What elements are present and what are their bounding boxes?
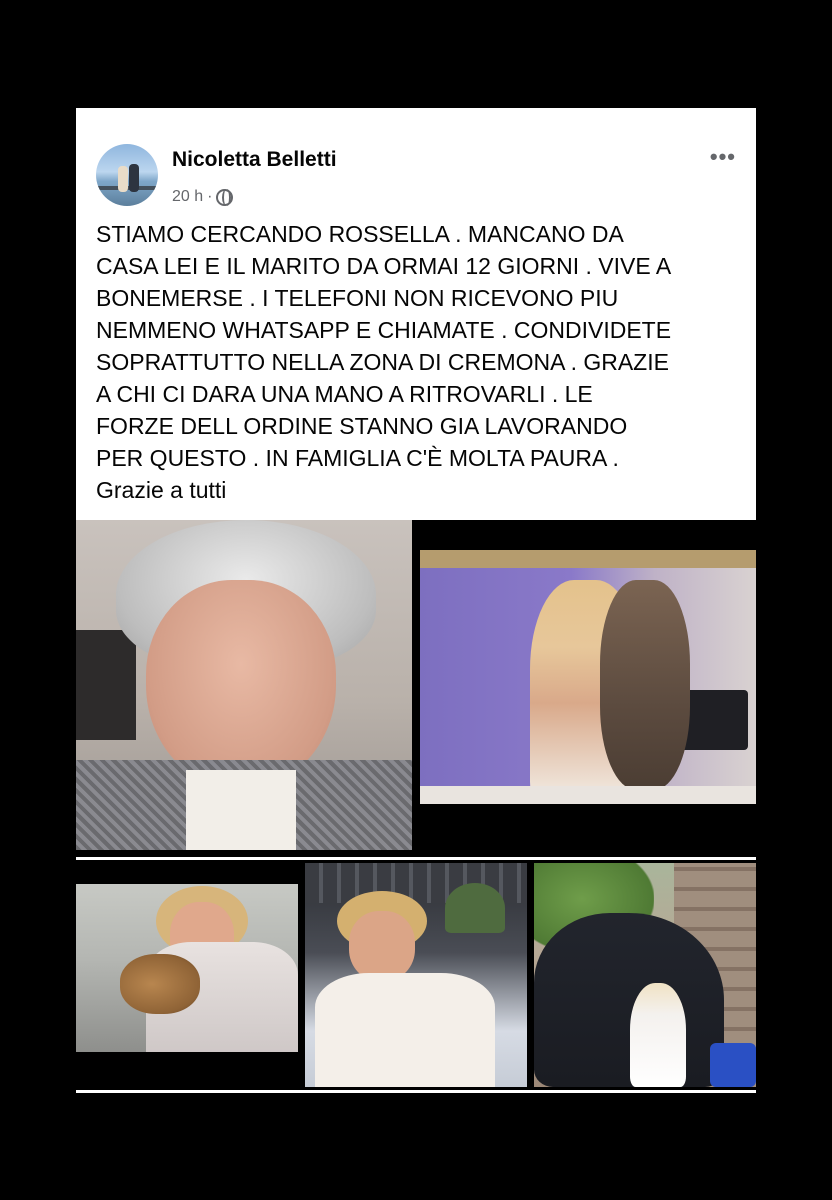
photo-dog	[600, 580, 690, 790]
photo-ceiling	[420, 550, 756, 568]
post-time[interactable]: 20 h	[172, 188, 204, 205]
avatar-figure-left	[118, 166, 128, 192]
meta-separator: ·	[207, 188, 213, 205]
bottom-divider	[76, 1090, 756, 1093]
post-photo-5[interactable]	[534, 863, 756, 1087]
post-photo-4[interactable]	[305, 863, 527, 1087]
author-avatar[interactable]	[96, 144, 158, 206]
post-photo-2[interactable]	[420, 550, 756, 804]
photo-dog	[120, 954, 200, 1014]
photo-horse	[534, 913, 724, 1087]
author-name[interactable]: Nicoletta Belletti	[172, 148, 337, 171]
background-sign	[76, 630, 136, 740]
photo-face	[349, 911, 415, 981]
post-photo-3[interactable]	[76, 884, 298, 1052]
photo-barrel	[710, 1043, 756, 1087]
photo-divider	[76, 857, 756, 860]
photo-body	[315, 973, 495, 1087]
avatar-figure-right	[129, 164, 139, 192]
more-options-icon[interactable]: •••	[709, 144, 736, 169]
post-text: STIAMO CERCANDO ROSSELLA . MANCANO DA CASA LEI E IL MARITO DA ORMAI 12 GIORNI . VIVE A BONEMERSE . I TELEFONI NON RICEVONO PIU NEMMENO WHATSAPP E CHIAMATE . CONDIVIDETE SOPRATTUTTO NELLA ZONA DI CREMONA . GRAZIE A CHI CI DARA UNA MANO A RITROVARLI . LE FORZE DELL ORDINE STANNO GIA LAVORANDO PER QUESTO . IN FAMIGLIA C'È MOLTA PAURA . Grazie a tutti	[96, 221, 672, 503]
photo-plant	[445, 883, 505, 933]
globe-icon[interactable]	[216, 189, 233, 206]
photo-woman	[630, 983, 686, 1087]
post-card	[76, 108, 756, 520]
photo-face	[146, 580, 336, 790]
photo-floor	[420, 786, 756, 804]
post-photo-1[interactable]	[76, 520, 412, 850]
photo-collar	[186, 770, 296, 850]
post-meta	[172, 188, 233, 206]
